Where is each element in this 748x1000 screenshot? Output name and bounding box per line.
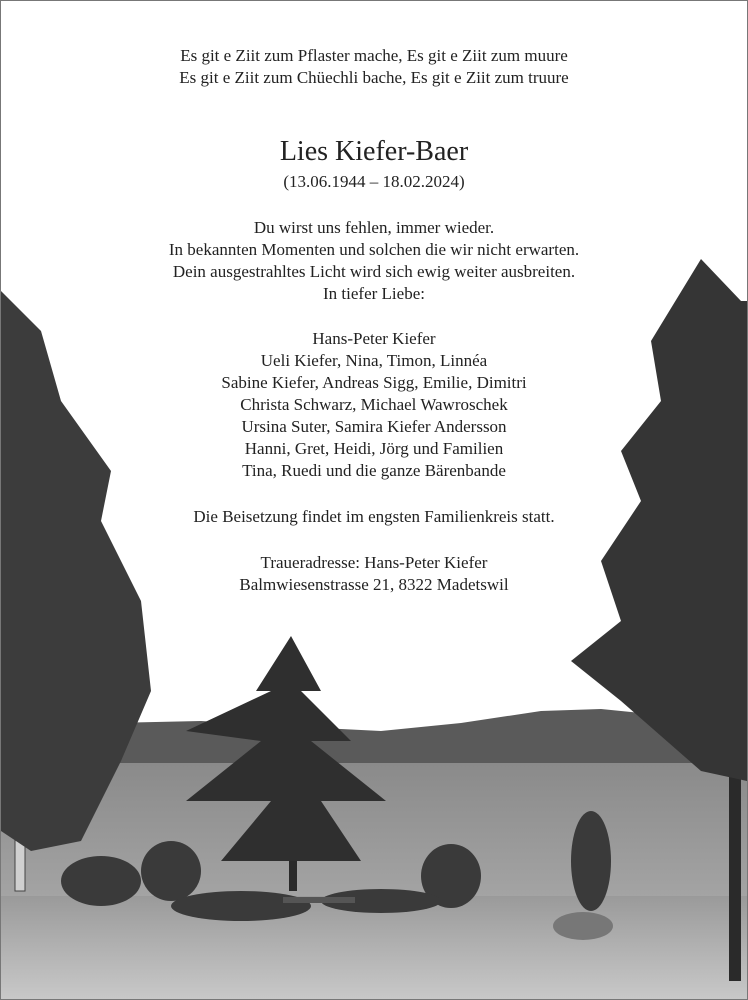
verse xyxy=(1,217,747,305)
motto-line: Es git e Ziit zum Pflaster mache, Es git e Ziit zum muure xyxy=(180,46,568,65)
mourner: Tina, Ruedi und die ganze Bärenbande xyxy=(242,461,506,480)
verse-line: In bekannten Momenten und solchen die wir nicht erwarten. xyxy=(168,240,580,259)
verse-line: Dein ausgestrahltes Licht wird sich ewig weiter ausbreiten. xyxy=(172,262,576,281)
verse-line: Du wirst uns fehlen, immer wieder. xyxy=(253,218,495,237)
rock xyxy=(553,912,613,940)
bench xyxy=(283,897,355,903)
address-line: Traueradresse: Hans-Peter Kiefer xyxy=(260,553,488,572)
mourner: Ursina Suter, Samira Kiefer Andersson xyxy=(241,417,507,436)
motto xyxy=(1,45,747,89)
address-line: Balmwiesenstrasse 21, 8322 Madetswil xyxy=(239,575,509,594)
mourners-list xyxy=(1,328,747,482)
deceased xyxy=(1,136,747,193)
burial-note: Die Beisetzung findet im engsten Familienkreis statt. xyxy=(193,507,555,526)
verse-line: In tiefer Liebe: xyxy=(323,284,425,303)
life-dates: (13.06.1944 – 18.02.2024) xyxy=(283,172,465,191)
mourner: Ueli Kiefer, Nina, Timon, Linnéa xyxy=(260,351,488,370)
mourning-address xyxy=(1,552,747,596)
motto-line: Es git e Ziit zum Chüechli bache, Es git e Ziit zum truure xyxy=(179,68,569,87)
mourner: Sabine Kiefer, Andreas Sigg, Emilie, Dimitri xyxy=(221,373,527,392)
mourner: Hans-Peter Kiefer xyxy=(312,329,436,348)
deceased-name: Lies Kiefer-Baer xyxy=(279,136,469,167)
mourner: Christa Schwarz, Michael Wawroschek xyxy=(240,395,508,414)
mourner: Hanni, Gret, Heidi, Jörg und Familien xyxy=(244,439,504,458)
